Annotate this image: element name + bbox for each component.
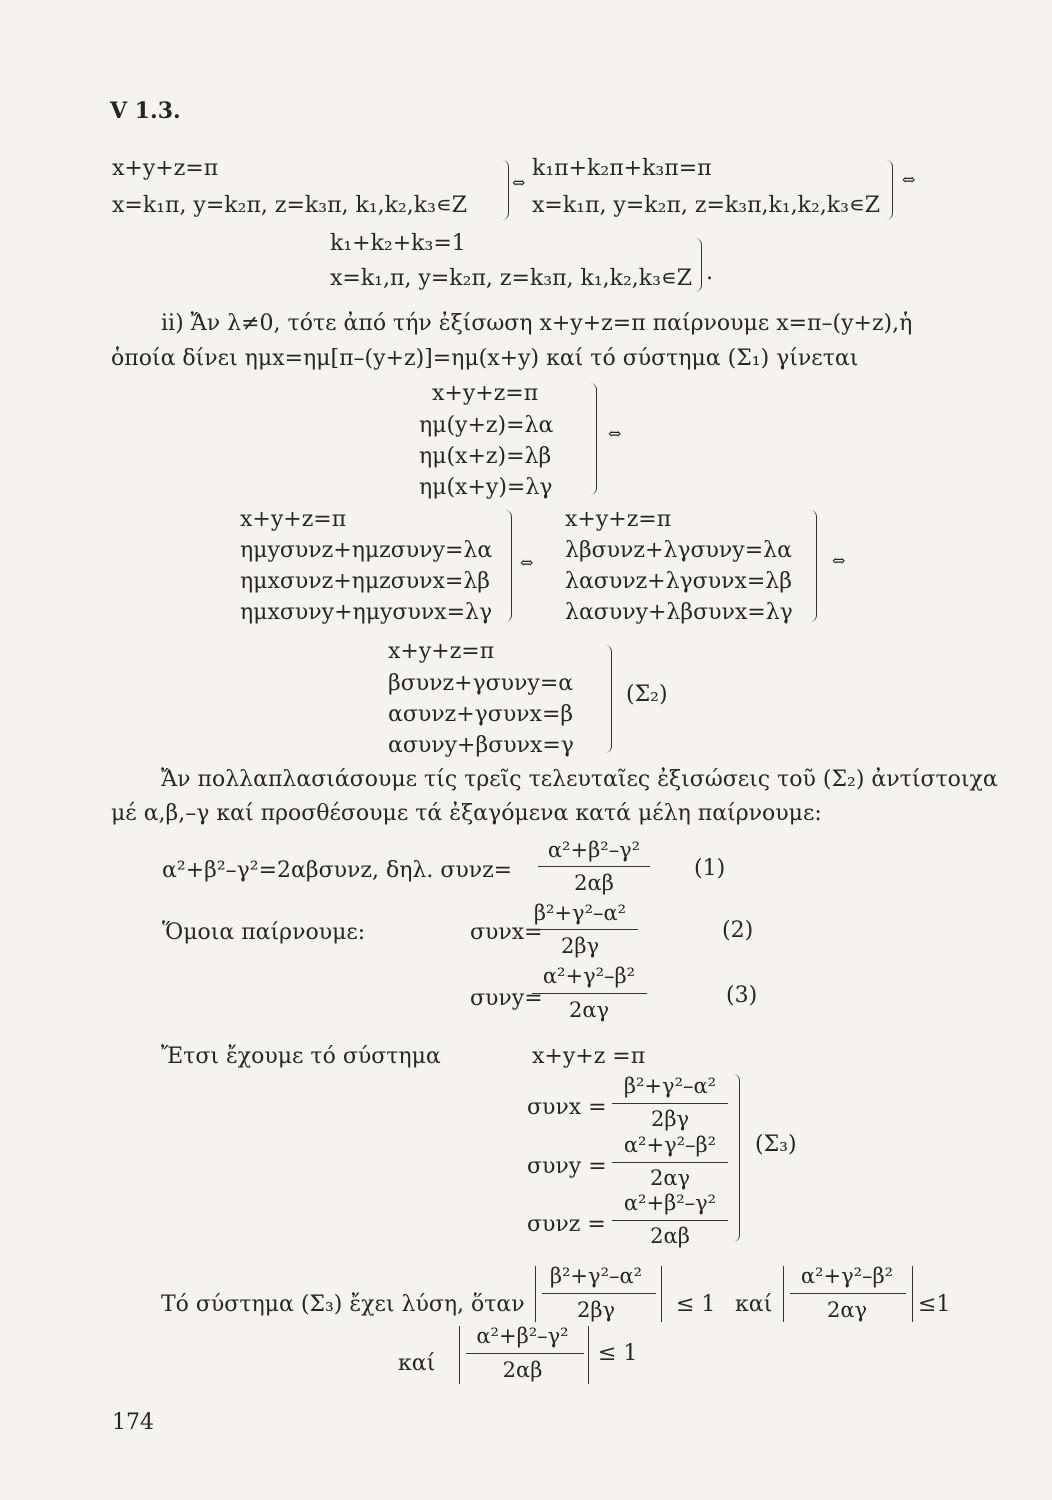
equivalence-arrow-icon: ⇔: [832, 551, 846, 570]
equation-line: x=k₁π, y=k₂π, z=k₃π, k₁,k₂,k₃∊Z: [112, 193, 468, 218]
equation-tag: (1): [694, 856, 726, 881]
equation-line: ημxσυνz+ημzσυνx=λβ: [240, 569, 491, 594]
system-label: (Σ₂): [626, 682, 668, 707]
equation-lhs: συνy =: [527, 1154, 607, 1179]
fraction-bar: [790, 1293, 906, 1294]
equation-line: x+y+z=π: [432, 381, 539, 406]
equation-line: x+y+z=π: [388, 639, 495, 664]
equation-lhs: συνx =: [527, 1095, 607, 1120]
right-brace: [585, 383, 597, 495]
equation-line: x=k₁π, y=k₂π, z=k₃π,k₁,k₂,k₃∊Z: [532, 193, 881, 218]
period: .: [706, 260, 713, 285]
fraction-numerator: β²+γ²–α²: [533, 901, 627, 925]
absolute-value-bar: [661, 1266, 662, 1322]
equation-line: λβσυνz+λγσυνy=λα: [565, 538, 792, 563]
equivalence-arrow-icon: ⇔: [520, 553, 534, 572]
equation-tag: (3): [726, 983, 758, 1008]
equivalence-arrow-icon: ⇔: [902, 170, 916, 189]
equation-line: x=k₁,π, y=k₂π, z=k₃π, k₁,k₂,k₃∊Z: [330, 266, 693, 291]
absolute-value-bar: [535, 1266, 536, 1322]
equation-lhs: συνz =: [527, 1212, 606, 1237]
fraction-denominator: 2αγ: [568, 998, 610, 1022]
paragraph-line: μέ α,β,–γ καί προσθέσουμε τά ἐξαγόμενα κατά μέλη παίρνουμε:: [111, 801, 822, 826]
section-heading: V 1.3.: [110, 98, 181, 124]
fraction-numerator: β²+γ²–α²: [623, 1074, 717, 1098]
equation-line: x+y+z =π: [532, 1044, 646, 1069]
equation-lhs: συνy=: [470, 986, 543, 1011]
fraction-numerator: α²+γ²–β²: [800, 1264, 894, 1288]
text-line: Τό σύστημα (Σ₃) ἔχει λύση, ὅταν: [161, 1292, 525, 1317]
fraction-bar: [528, 929, 638, 930]
fraction-numerator: α²+γ²–β²: [542, 964, 636, 988]
fraction-denominator: 2αβ: [650, 1224, 690, 1248]
right-brace: [500, 510, 512, 622]
equation-line: βσυνz+γσυνy=α: [388, 671, 574, 696]
fraction-denominator: 2βγ: [576, 1298, 616, 1322]
right-brace: [880, 160, 893, 220]
fraction-bar: [542, 1293, 656, 1294]
equation-line: ημxσυνy+ημyσυνx=λγ: [240, 600, 493, 625]
equation-line: k₁+k₂+k₃=1: [330, 231, 466, 256]
right-brace: [690, 238, 702, 292]
paragraph-line: Ἄν πολλαπλασιάσουμε τίς τρεῖς τελευταῖες ἐξισώσεις τοῦ (Σ₂) ἀντίστοιχα: [161, 767, 998, 792]
fraction-bar: [538, 866, 650, 867]
fraction-bar: [532, 993, 647, 994]
equation-line: ημ(y+z)=λα: [419, 413, 554, 438]
right-brace: [805, 510, 817, 622]
equivalence-arrow-icon: ⇔: [608, 424, 622, 443]
equation-line: ημ(x+z)=λβ: [419, 444, 552, 469]
equation-line: ασυνy+βσυνx=γ: [388, 733, 574, 758]
equation-lhs: α²+β²–γ²=2αβσυνz, δηλ. συνz=: [162, 858, 513, 883]
inequality: ≤1: [918, 1292, 951, 1317]
fraction-denominator: 2βγ: [560, 934, 600, 958]
fraction-numerator: α²+β²–γ²: [547, 838, 641, 862]
absolute-value-bar: [459, 1326, 460, 1384]
fraction-denominator: 2αβ: [502, 1358, 543, 1382]
equivalence-arrow-icon: ⇔: [512, 173, 526, 192]
fraction-bar: [612, 1220, 728, 1221]
absolute-value-bar: [912, 1266, 913, 1322]
right-brace: [600, 645, 612, 753]
equation-line: ημyσυνz+ημzσυνy=λα: [240, 538, 493, 563]
fraction-denominator: 2αγ: [826, 1298, 868, 1322]
inequality: ≤ 1: [676, 1292, 716, 1317]
fraction-numerator: α²+γ²–β²: [623, 1133, 717, 1157]
fraction-numerator: β²+γ²–α²: [549, 1264, 643, 1288]
equation-line: ημ(x+y)=λγ: [419, 475, 553, 500]
equation-line: x+y+z=π: [240, 507, 347, 532]
page-number: 174: [112, 1410, 154, 1435]
right-brace: [496, 160, 509, 220]
fraction-numerator: α²+β²–γ²: [623, 1191, 717, 1215]
fraction-numerator: α²+β²–γ²: [476, 1324, 569, 1348]
equation-line: λασυνz+λγσυνx=λβ: [565, 569, 792, 594]
fraction-denominator: 2αβ: [574, 871, 614, 895]
absolute-value-bar: [588, 1326, 589, 1384]
equation-lhs: συνx=: [470, 920, 543, 945]
inequality: ≤ 1: [598, 1341, 638, 1366]
conjunction: καί: [398, 1351, 436, 1376]
fraction-bar: [466, 1353, 584, 1354]
text-line: Ἔτσι ἔχουμε τό σύστημα: [161, 1044, 441, 1069]
equation-line: x+y+z=π: [112, 156, 219, 181]
fraction-bar: [612, 1162, 728, 1163]
equation-tag: (2): [722, 918, 754, 943]
paragraph-line: ii) Ἄν λ≠0, τότε ἀπό τήν ἐξίσωση x+y+z=π παίρνουμε x=π–(y+z),ἡ: [161, 311, 913, 336]
fraction-bar: [612, 1103, 728, 1104]
fraction-denominator: 2βγ: [650, 1107, 690, 1131]
equation-line: ασυνz+γσυνx=β: [388, 702, 574, 727]
equation-line: λασυνy+λβσυνx=λγ: [565, 600, 793, 625]
absolute-value-bar: [783, 1266, 784, 1322]
system-label: (Σ₃): [755, 1132, 797, 1157]
equation-line: x+y+z=π: [565, 507, 672, 532]
equation-line: k₁π+k₂π+k₃π=π: [532, 156, 712, 181]
conjunction: καί: [735, 1292, 773, 1317]
right-brace: [728, 1074, 740, 1242]
paragraph-line: ὁποία δίνει ημx=ημ[π–(y+z)]=ημ(x+y) καί τό σύστημα (Σ₁) γίνεται: [111, 346, 859, 371]
text-line: Ὅμοια παίρνουμε:: [162, 920, 366, 945]
fraction-denominator: 2αγ: [649, 1166, 691, 1190]
